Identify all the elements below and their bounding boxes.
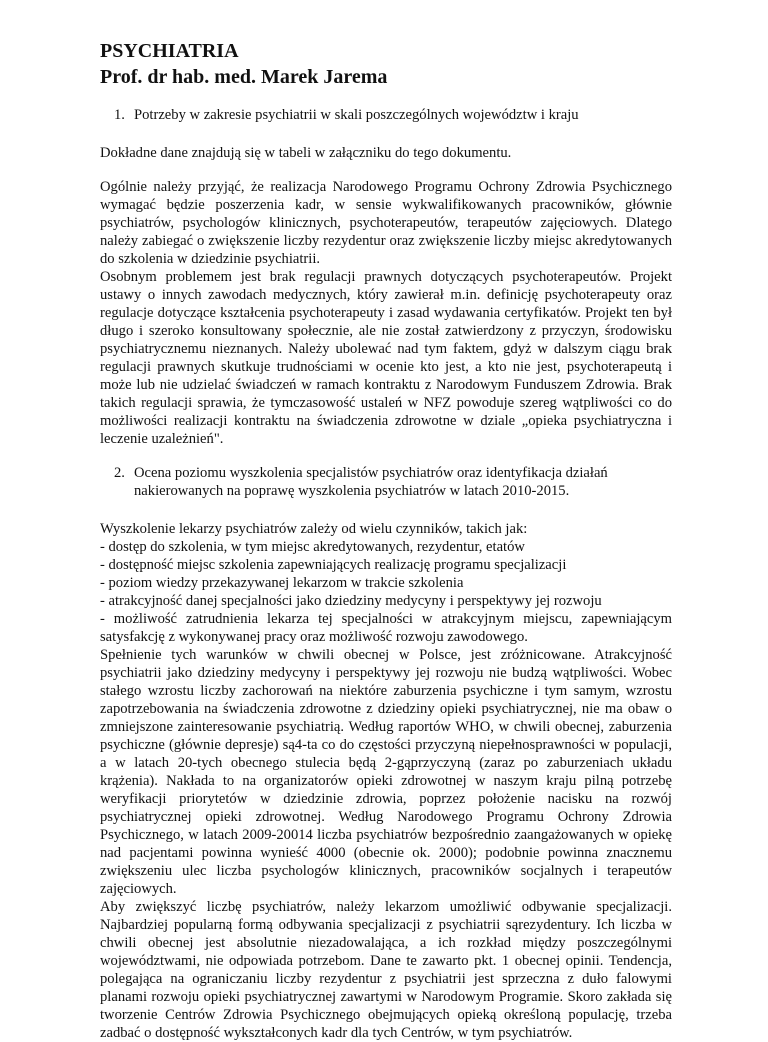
section-2-number: 2. [114,465,125,481]
list-item: - poziom wiedzy przekazywanej lekarzom w trakcie szkolenia [100,575,464,591]
list-item: - możliwość zatrudnienia lekarza tej specjalności w atrakcyjnym miejscu, zapewniającym satysfakcję z wykonywanej pracy oraz możliwość rozwoju zawodowego. [100,611,672,645]
list-item: - dostęp do szkolenia, w tym miejsc akredytowanych, rezydentur, etatów [100,539,525,555]
document-page [100,38,672,1042]
section-1-heading-text: Potrzeby w zakresie psychiatrii w skali poszczególnych województw i kraju [134,107,579,123]
section-1-heading [100,106,672,124]
paragraph-factors-intro: Wyszkolenie lekarzy psychiatrów zależy od wielu czynników, takich jak: [100,521,528,537]
paragraph-general: Ogólnie należy przyjąć, że realizacja Narodowego Programu Ochrony Zdrowia Psychicznego wymagać będzie poszerzenia kadr, w sensie wykwalifikowanych pracowników, głównie psychiatrów, psychologów klinicznych, psychoterapeutów, terapeutów zajęciowych. Dlatego należy zabiegać o zwiększenie liczby rezydentur oraz zwiększenie liczby miejsc akredytowanych do szkolenia w dziedzinie psychiatrii. [100,179,672,267]
list-item: - dostępność miejsc szkolenia zapewniających realizację programu specjalizacji [100,557,567,573]
paragraph-increase: Aby zwiększyć liczbę psychiatrów, należy lekarzom umożliwić odbywanie specjalizacji. Najbardziej popularną formą odbywania specjalizacji z psychiatrii sąrezydentury. Ich liczba w chwili obecnej jest absolutnie niezadowalająca, a ich rozkład między poszczególnymi województwami, nie odpowiada potrzebom. Dane te zawarto pkt. 1 obecnej opinii. Tendencja, polegająca na ograniczaniu liczby rezydentur z psychiatrii jest sprzeczna z duło falowymi planami rozwoju opieki psychiatrycznej zawartymi w Narodowym Programie. Skoro zakłada się tworzenie Centrów Zdrowia Psychicznego obejmujących opieką określoną populację, trzeba zadbać o dostępność wykształconych kadr dla tych Centrów, w tym psychiatrów. [100,899,672,1041]
document-author: Prof. dr hab. med. Marek Jarema [100,66,388,88]
section-2-heading [100,464,672,500]
list-item: - atrakcyjność danej specjalności jako dziedziny medycyny i perspektywy jej rozwoju [100,593,602,609]
factors-list [100,538,672,646]
paragraph-problem: Osobnym problemem jest brak regulacji prawnych dotyczących psychoterapeutów. Projekt ustawy o innych zawodach medycznych, który zawierał m.in. definicję psychoterapeuty oraz regulacje dotyczące kształcenia psychoterapeuty i zasad wydawania certyfikatów. Projekt ten był długo i szeroko konsultowany społecznie, ale nie został zatwierdzony z przyczyn, środowisku psychiatrycznemu nieznanych. Należy ubolewać nad tym faktem, gdyż w dalszym ciągu brak regulacji prawnych skutkuje trudnościami w ocenie kto jest, a kto nie jest, psychoterapeutą i może lub nie udzielać świadczeń w ramach kontraktu z Narodowym Funduszem Zdrowia. Brak takich regulacji sprawia, że tymczasowość ustaleń w NFZ powoduje szereg wątpliwości co do możliwości realizacji kontraktu na świadczenia zdrowotne w dziale „opieka psychiatryczna i leczenie uzależnień". [100,269,672,447]
paragraph-details: Dokładne dane znajdują się w tabeli w załączniku do tego dokumentu. [100,145,512,161]
section-1-number: 1. [114,107,125,123]
document-title: PSYCHIATRIA [100,40,239,62]
paragraph-fulfilment: Spełnienie tych warunków w chwili obecnej w Polsce, jest zróżnicowane. Atrakcyjność psychiatrii jako dziedziny medycyny i perspektywy jej rozwoju nie budzą wątpliwości. Wobec stałego wzrostu liczby zachorowań na niektóre zaburzenia psychiczne i tym samym, wzrostu zapotrzebowania na świadczenia zdrowotne z dziedziny opieki psychiatrycznej, nie ma obaw o zmniejszone zainteresowanie psychiatrią. Według raportów WHO, w chwili obecnej, zaburzenia psychiczne (głównie depresje) są4-ta co do częstości przyczyną niepełnosprawności w populacji, a w latach 20-tych obecnego stulecia będą 2-gąprzyczyną (zaraz po zaburzeniach układu krążenia). Nakłada to na organizatorów opieki zdrowotnej w naszym kraju pilną potrzebę weryfikacji priorytetów w dziedzinie zdrowia, poprzez położenie nacisku na rozwój psychiatrycznej opieki zdrowotnej. Według Narodowego Programu Ochrony Zdrowia Psychicznego, w latach 2009-20014 liczba psychiatrów bezpośrednio zaangażowanych w opiekę nad pacjentami powinna wynieść 4000 (obecnie ok. 2000); podobnie powinna znacznemu zwiększeniu ulec liczba psychologów klinicznych, pracowników socjalnych i terapeutów zajęciowych. [100,647,672,897]
section-2-heading-text: Ocena poziomu wyszkolenia specjalistów psychiatrów oraz identyfikacja działań nakierowanych na poprawę wyszkolenia psychiatrów w latach 2010-2015. [134,465,608,499]
